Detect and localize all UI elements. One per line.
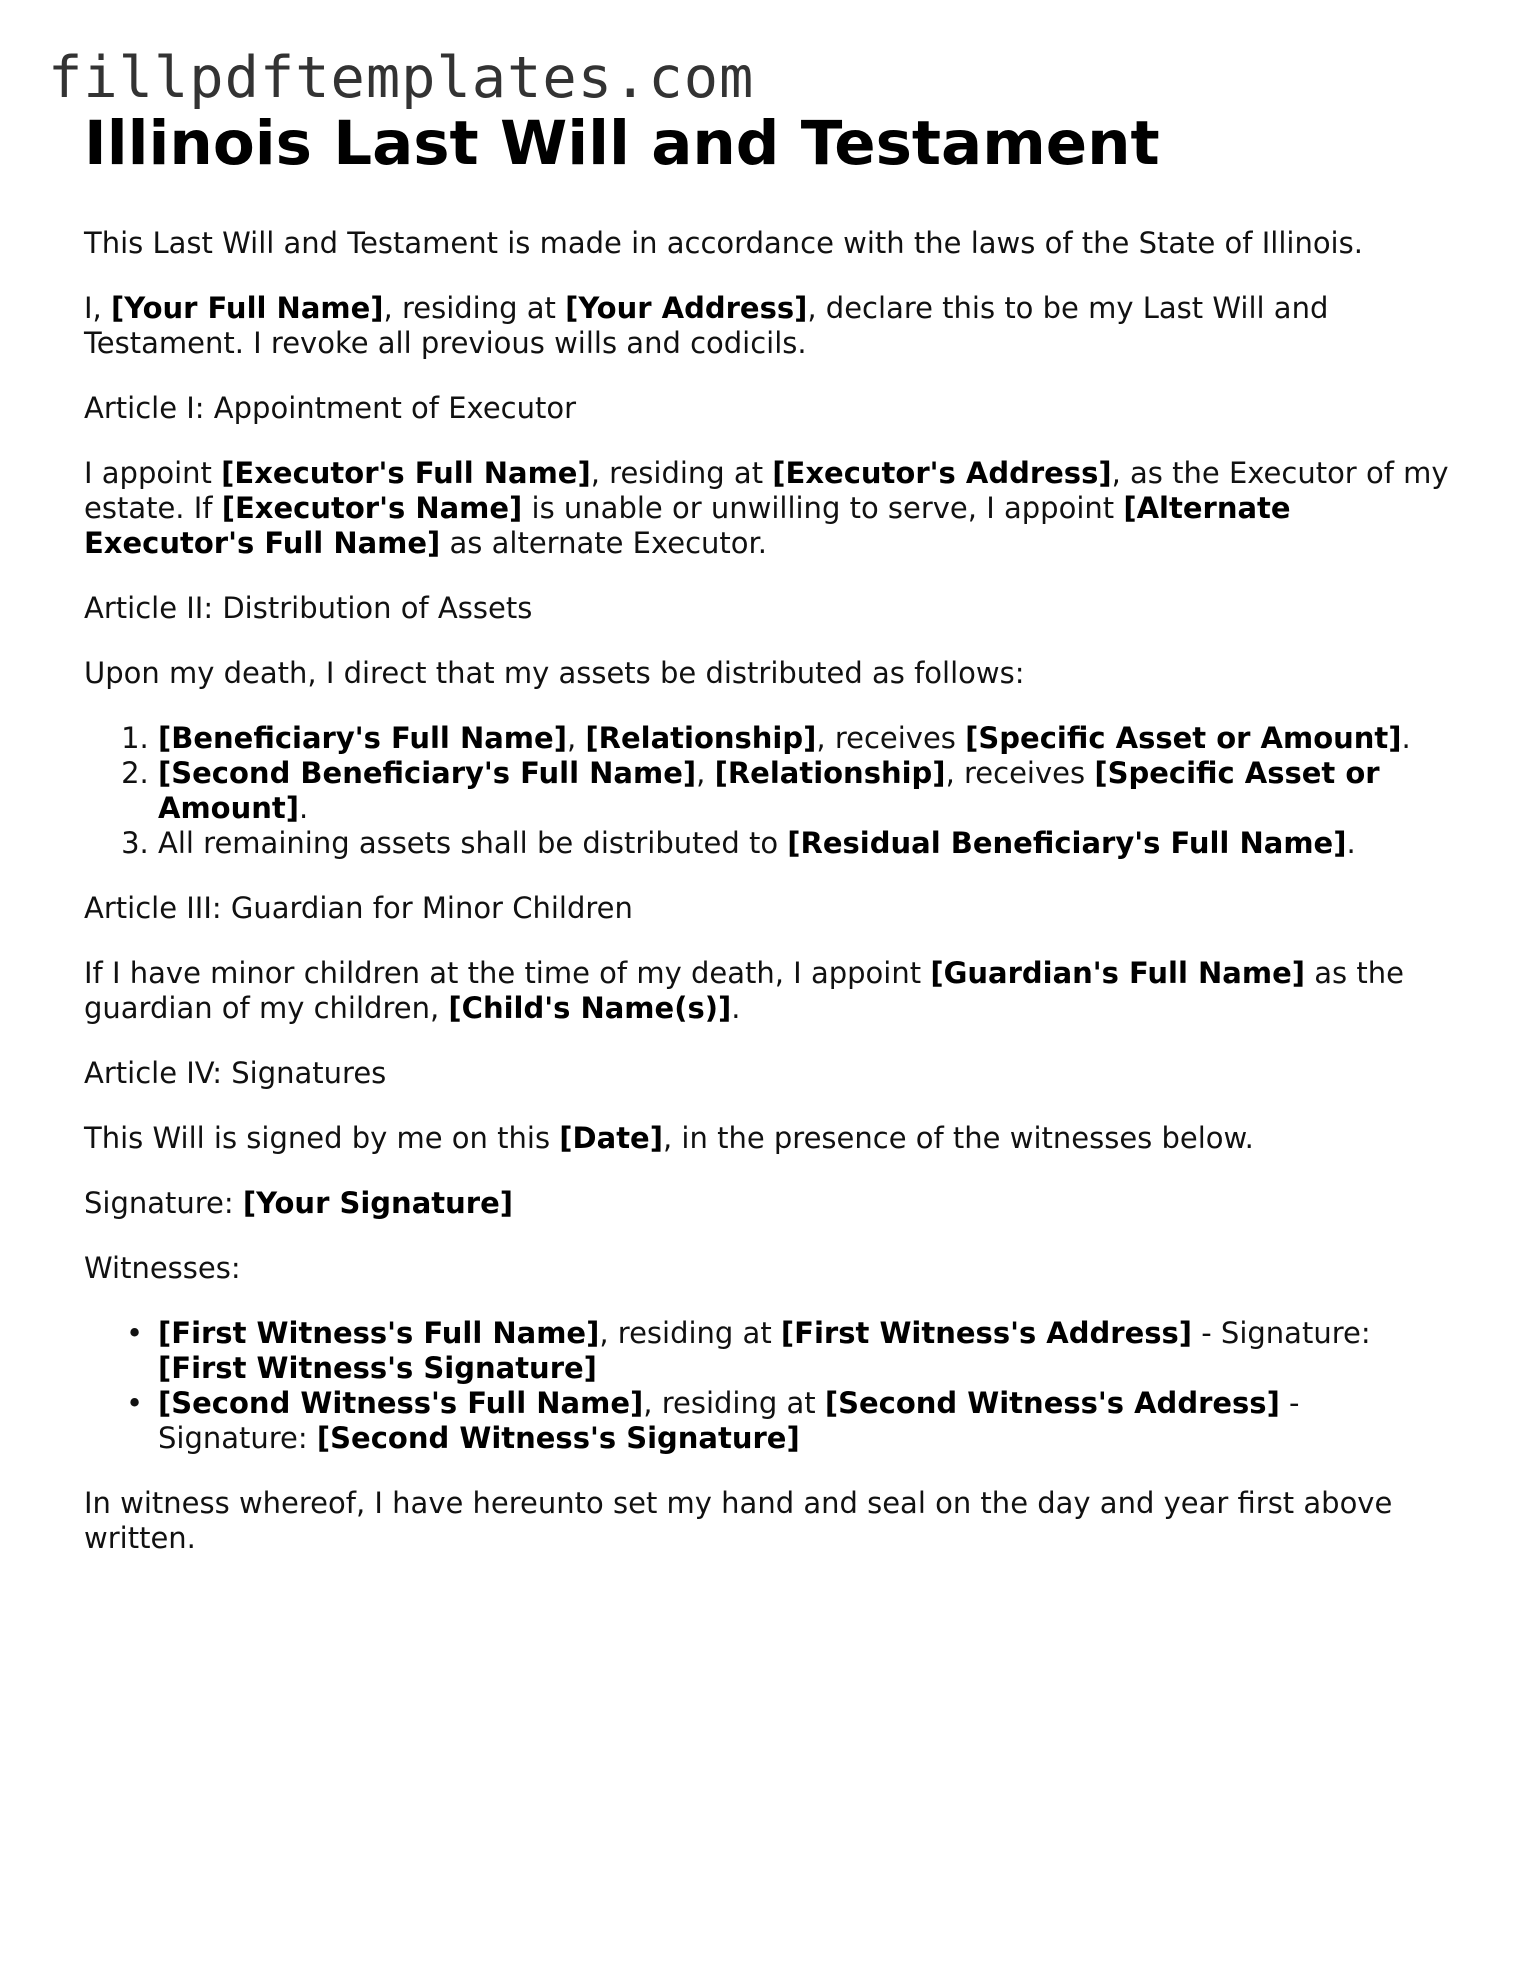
executor-short-name-field: [Executor's Name] bbox=[221, 491, 523, 525]
asset-field: [Specific Asset or Amount] bbox=[158, 756, 1380, 825]
alternate-executor-field: [Alternate Executor's Full Name] bbox=[84, 491, 1291, 560]
intro-paragraph: This Last Will and Testament is made in accordance with the laws of the State of Illinois. bbox=[84, 226, 1363, 260]
document-page bbox=[84, 104, 1454, 1586]
witness-address-field: [First Witness's Address] bbox=[780, 1316, 1193, 1350]
witness-name-field: [First Witness's Full Name] bbox=[158, 1316, 600, 1350]
residual-item: 3. All remaining assets shall be distributed to [Residual Beneficiary's Full Name]. bbox=[158, 826, 1454, 861]
relationship-field: [Relationship] bbox=[714, 756, 946, 790]
witness-list bbox=[84, 1316, 1454, 1456]
article-3-heading: Article III: Guardian for Minor Children bbox=[84, 891, 633, 925]
witness-item: • [Second Witness's Full Name], residing at [Second Witness's Address] - Signature: [Second Witness's Signature] bbox=[126, 1386, 1300, 1455]
relationship-field: [Relationship] bbox=[585, 721, 817, 755]
date-field: [Date] bbox=[559, 1121, 663, 1155]
asset-field: [Specific Asset or Amount] bbox=[965, 721, 1402, 755]
witnesses-label: Witnesses: bbox=[84, 1251, 241, 1285]
executor-name-field: [Executor's Full Name] bbox=[221, 456, 591, 490]
witness-item: • [First Witness's Full Name], residing at [First Witness's Address] - Signature: [First Witness's Signature] bbox=[126, 1316, 1371, 1385]
children-names-field: [Child's Name(s)] bbox=[448, 991, 732, 1025]
declaration-paragraph: I, [Your Full Name], residing at [Your Address], declare this to be my Last Will and Testament. I revoke all previous wills and codicils. bbox=[84, 291, 1329, 360]
executor-paragraph: I appoint [Executor's Full Name], residing at [Executor's Address], as the Executor of my estate. If [Executor's Name] is unable or unwilling to serve, I appoint [Alternate Executor's Full Name] as alternate Executor. bbox=[84, 456, 1449, 560]
signing-date-paragraph: This Will is signed by me on this [Date], in the presence of the witnesses below. bbox=[84, 1121, 1254, 1155]
watermark: fillpdftemplates.com bbox=[48, 45, 755, 111]
executor-address-field: [Executor's Address] bbox=[772, 456, 1112, 490]
guardian-name-field: [Guardian's Full Name] bbox=[930, 956, 1306, 990]
signature-line: Signature: [Your Signature] bbox=[84, 1186, 513, 1220]
article-4-heading: Article IV: Signatures bbox=[84, 1056, 387, 1090]
document-title: Illinois Last Will and Testament bbox=[84, 108, 1160, 179]
testator-signature-field: [Your Signature] bbox=[242, 1186, 513, 1220]
witness-signature-field: [First Witness's Signature] bbox=[158, 1351, 597, 1385]
beneficiary-list bbox=[84, 721, 1454, 861]
testator-address-field: [Your Address] bbox=[565, 291, 808, 325]
distribution-lead: Upon my death, I direct that my assets be distributed as follows: bbox=[84, 656, 1025, 690]
beneficiary-name-field: [Beneficiary's Full Name] bbox=[158, 721, 567, 755]
guardian-paragraph: If I have minor children at the time of my death, I appoint [Guardian's Full Name] as the guardian of my children, [Child's Name(s)]. bbox=[84, 956, 1404, 1025]
beneficiary-item: 2. [Second Beneficiary's Full Name], [Relationship], receives [Specific Asset or Amount]. bbox=[158, 756, 1454, 826]
article-2-heading: Article II: Distribution of Assets bbox=[84, 591, 533, 625]
witness-address-field: [Second Witness's Address] bbox=[824, 1386, 1280, 1420]
testator-name-field: [Your Full Name] bbox=[111, 291, 384, 325]
beneficiary-name-field: [Second Beneficiary's Full Name] bbox=[158, 756, 697, 790]
closing-paragraph: In witness whereof, I have hereunto set my hand and seal on the day and year first above written. bbox=[84, 1486, 1393, 1555]
beneficiary-item: 1. [Beneficiary's Full Name], [Relationship], receives [Specific Asset or Amount]. bbox=[158, 721, 1454, 756]
residual-beneficiary-field: [Residual Beneficiary's Full Name] bbox=[787, 826, 1347, 860]
witness-signature-field: [Second Witness's Signature] bbox=[316, 1421, 800, 1455]
bullet-icon: • bbox=[126, 1316, 144, 1350]
witness-name-field: [Second Witness's Full Name] bbox=[158, 1386, 644, 1420]
bullet-icon: • bbox=[126, 1386, 144, 1420]
article-1-heading: Article I: Appointment of Executor bbox=[84, 391, 577, 425]
